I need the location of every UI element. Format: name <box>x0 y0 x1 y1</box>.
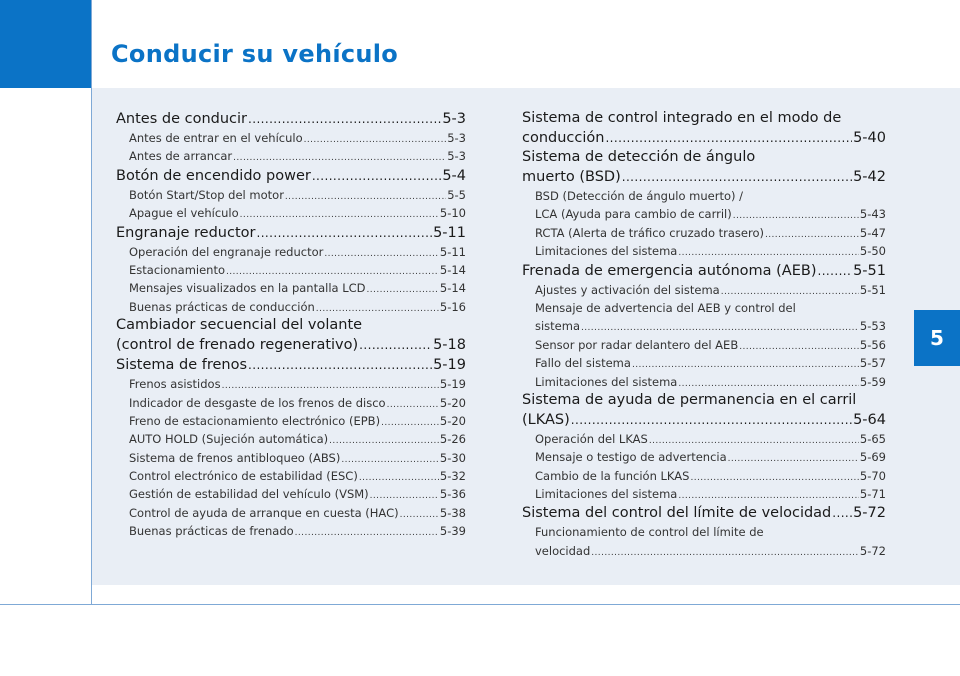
section-title: (LKAS) <box>522 411 570 428</box>
page-number: 5-57 <box>859 356 886 371</box>
toc-section <box>522 503 886 560</box>
toc-section-heading[interactable] <box>116 316 466 335</box>
dot-leader <box>257 223 433 243</box>
entry-title: RCTA (Alerta de tráfico cruzado trasero) <box>535 225 765 240</box>
entry-title: Mensajes visualizados en la pantalla LCD <box>129 281 366 296</box>
section-title: (control de frenado regenerativo) <box>116 337 359 354</box>
section-title: Frenada de emergencia autónoma (AEB) <box>522 262 817 279</box>
page-number: 5-53 <box>859 319 886 334</box>
entry-title: Antes de entrar en el vehículo <box>129 131 303 145</box>
toc-section-heading[interactable] <box>522 503 886 523</box>
toc-entry[interactable] <box>116 279 466 297</box>
toc-section <box>116 166 466 223</box>
page-number: 5-20 <box>439 413 466 428</box>
dot-leader <box>765 226 859 244</box>
page-number: 5-30 <box>439 450 466 465</box>
toc-entry[interactable] <box>116 504 466 522</box>
dot-leader <box>312 166 441 186</box>
toc-section <box>116 109 466 166</box>
section-title: conducción <box>522 130 605 146</box>
section-title: Sistema de ayuda de permanencia en el carril <box>522 391 857 408</box>
toc-section-heading[interactable] <box>522 109 886 128</box>
page-number: 5-51 <box>859 282 886 297</box>
page-number: 5-19 <box>433 357 466 374</box>
toc-entry[interactable] <box>522 448 886 466</box>
entry-title: Sistema de frenos antibloqueo (ABS) <box>129 450 341 465</box>
page-number: 5-14 <box>439 262 466 277</box>
entry-title: velocidad <box>535 543 591 558</box>
dot-leader <box>728 450 859 468</box>
toc-section-heading[interactable] <box>116 335 466 355</box>
entry-title: Buenas prácticas de frenado <box>129 524 294 539</box>
toc-section <box>116 355 466 541</box>
toc-right-column <box>522 109 886 560</box>
entry-title: Limitaciones del sistema <box>535 374 678 389</box>
entry-title: Estacionamiento <box>129 262 226 277</box>
page-number: 5-19 <box>439 377 466 392</box>
page-number: 5-56 <box>859 337 886 352</box>
page-number: 5-36 <box>439 487 466 502</box>
dot-leader <box>329 432 439 450</box>
entry-title: Apague el vehículo <box>129 206 239 221</box>
page-number: 5-64 <box>853 411 886 428</box>
page-number: 5-11 <box>439 244 466 259</box>
entry-title: Mensaje de advertencia del AEB y control del <box>535 300 796 315</box>
toc-entry[interactable] <box>522 317 886 335</box>
toc-entry[interactable] <box>116 129 466 147</box>
page-number: 5-71 <box>859 487 886 502</box>
dot-leader <box>818 261 853 281</box>
dot-leader <box>295 524 439 542</box>
section-title: Cambiador secuencial del volante <box>116 317 363 334</box>
toc-section <box>522 109 886 148</box>
entry-title: sistema <box>535 319 581 334</box>
page-number: 5-43 <box>859 207 886 222</box>
dot-leader <box>248 109 441 129</box>
dot-leader <box>605 128 852 148</box>
page-number: 5-26 <box>439 432 466 447</box>
toc-entry[interactable] <box>116 375 466 393</box>
entry-title: Antes de arrancar <box>129 149 233 164</box>
page-number: 5-50 <box>859 244 886 259</box>
dot-leader <box>832 503 852 523</box>
toc-section-heading[interactable] <box>116 223 466 243</box>
dot-leader <box>367 281 439 299</box>
entry-title: Control de ayuda de arranque en cuesta (HAC) <box>129 505 399 520</box>
toc-entry[interactable] <box>116 394 466 412</box>
entry-title: Operación del engranaje reductor <box>129 244 324 259</box>
page-number: 5-72 <box>853 505 886 522</box>
margin-rule <box>91 0 92 604</box>
page-number: 5-47 <box>859 225 886 240</box>
entry-title: Mensaje o testigo de advertencia <box>535 450 727 465</box>
toc-section-heading[interactable] <box>116 166 466 186</box>
toc-entry[interactable] <box>522 542 886 560</box>
entry-title: Limitaciones del sistema <box>535 244 678 259</box>
dot-leader <box>381 414 439 432</box>
page-number: 5-20 <box>439 395 466 410</box>
dot-leader <box>622 167 852 187</box>
entry-title: Indicador de desgaste de los frenos de disco <box>129 395 386 410</box>
toc-entry[interactable] <box>522 281 886 299</box>
page-number: 5-16 <box>439 299 466 314</box>
page-number: 5-65 <box>859 431 886 446</box>
footer-rule <box>0 604 960 605</box>
entry-title: Sensor por radar delantero del AEB <box>535 337 739 352</box>
header-color-block <box>0 0 91 88</box>
toc-entry[interactable] <box>116 430 466 448</box>
toc-left-column <box>116 109 466 541</box>
toc-section-heading[interactable] <box>522 128 886 148</box>
toc-section-heading[interactable] <box>522 148 886 167</box>
toc-entry[interactable] <box>522 187 886 205</box>
toc-section-heading[interactable] <box>116 109 466 129</box>
dot-leader <box>248 355 432 375</box>
entry-title: Gestión de estabilidad del vehículo (VSM) <box>129 487 369 502</box>
section-title: Sistema del control del límite de velocidad <box>522 505 832 522</box>
dot-leader <box>359 335 432 355</box>
page-number: 5-11 <box>433 224 466 241</box>
entry-title: AUTO HOLD (Sujeción automática) <box>129 432 329 447</box>
page-number: 5-72 <box>859 543 886 558</box>
toc-section-heading[interactable] <box>522 410 886 430</box>
page-number: 5-38 <box>439 505 466 520</box>
toc-entry[interactable] <box>116 522 466 540</box>
chapter-tab[interactable]: 5 <box>914 310 960 366</box>
entry-title: Funcionamiento de control del límite de <box>535 525 764 540</box>
toc-section <box>116 316 466 355</box>
toc-entry[interactable] <box>522 430 886 448</box>
dot-leader <box>324 245 439 263</box>
entry-title: Cambio de la función LKAS <box>535 468 690 483</box>
section-title: Sistema de detección de ángulo <box>522 149 756 165</box>
toc-entry[interactable] <box>116 204 466 222</box>
toc-entry[interactable] <box>116 261 466 279</box>
toc-entry[interactable] <box>116 298 466 316</box>
page-number: 5-4 <box>442 167 466 184</box>
entry-title: BSD (Detección de ángulo muerto) / <box>535 189 744 203</box>
entry-title: Freno de estacionamiento electrónico (EPB) <box>129 413 381 428</box>
section-title: Sistema de frenos <box>116 357 248 374</box>
page-number: 5-32 <box>439 469 466 484</box>
section-title: Engranaje reductor <box>116 224 256 241</box>
dot-leader <box>571 410 852 430</box>
entry-title: Operación del LKAS <box>535 431 648 446</box>
toc-entry[interactable] <box>522 242 886 260</box>
toc-entry[interactable] <box>116 412 466 430</box>
toc-entry[interactable] <box>522 373 886 391</box>
section-title: muerto (BSD) <box>522 169 621 185</box>
entry-title: Fallo del sistema <box>535 356 631 371</box>
toc-section <box>522 261 886 391</box>
page-number: 5-59 <box>859 374 886 389</box>
entry-title: LCA (Ayuda para cambio de carril) <box>535 207 732 222</box>
toc-section <box>116 223 466 317</box>
toc-entry[interactable] <box>522 485 886 503</box>
toc-entry[interactable] <box>116 449 466 467</box>
entry-title: Control electrónico de estabilidad (ESC) <box>129 469 358 484</box>
toc-entry[interactable] <box>522 299 886 317</box>
toc-entry[interactable] <box>522 224 886 242</box>
entry-title: Botón Start/Stop del motor <box>129 187 284 202</box>
entry-title: Frenos asistidos <box>129 377 221 392</box>
section-title: Antes de conducir <box>116 111 248 127</box>
toc-entry[interactable] <box>522 523 886 541</box>
page-number: 5-70 <box>859 468 886 483</box>
toc-entry[interactable] <box>116 485 466 503</box>
dot-leader <box>400 506 439 524</box>
dot-leader <box>359 469 439 487</box>
toc-section-heading[interactable] <box>522 391 886 410</box>
toc-entry[interactable] <box>116 467 466 485</box>
toc-entry[interactable] <box>522 467 886 485</box>
toc-section-heading[interactable] <box>116 355 466 375</box>
dot-leader <box>739 338 859 356</box>
page-number: 5-51 <box>853 262 886 279</box>
dot-leader <box>304 131 447 149</box>
entry-title: Buenas prácticas de conducción <box>129 299 315 314</box>
toc-entry[interactable] <box>116 243 466 261</box>
section-title: Sistema de control integrado en el modo de <box>522 110 842 126</box>
page-number: 5-10 <box>439 206 466 221</box>
page-number: 5-3 <box>447 131 466 145</box>
page-number: 5-3 <box>447 149 466 164</box>
toc-section <box>522 148 886 261</box>
dot-leader <box>387 396 439 414</box>
toc-entry[interactable] <box>116 186 466 204</box>
toc-entry[interactable] <box>116 147 466 165</box>
page-number: 5-69 <box>859 450 886 465</box>
page-number: 5-5 <box>447 187 466 202</box>
page-title: Conducir su vehículo <box>111 40 399 68</box>
toc-entry[interactable] <box>522 336 886 354</box>
page-number: 5-42 <box>853 169 886 185</box>
page-number: 5-3 <box>442 111 466 127</box>
page-number: 5-39 <box>439 524 466 539</box>
page-number: 5-18 <box>433 337 466 354</box>
toc-section-heading[interactable] <box>522 261 886 281</box>
entry-title: Ajustes y activación del sistema <box>535 282 720 297</box>
dot-leader <box>285 188 446 206</box>
toc-entry[interactable] <box>522 354 886 372</box>
page-number: 5-40 <box>853 130 886 146</box>
section-title: Botón de encendido power <box>116 167 311 184</box>
dot-leader <box>690 469 858 487</box>
page-number: 5-14 <box>439 281 466 296</box>
toc-entry[interactable] <box>522 205 886 223</box>
entry-title: Limitaciones del sistema <box>535 487 678 502</box>
toc-section-heading[interactable] <box>522 167 886 187</box>
toc-section <box>522 391 886 504</box>
dot-leader <box>591 544 859 562</box>
